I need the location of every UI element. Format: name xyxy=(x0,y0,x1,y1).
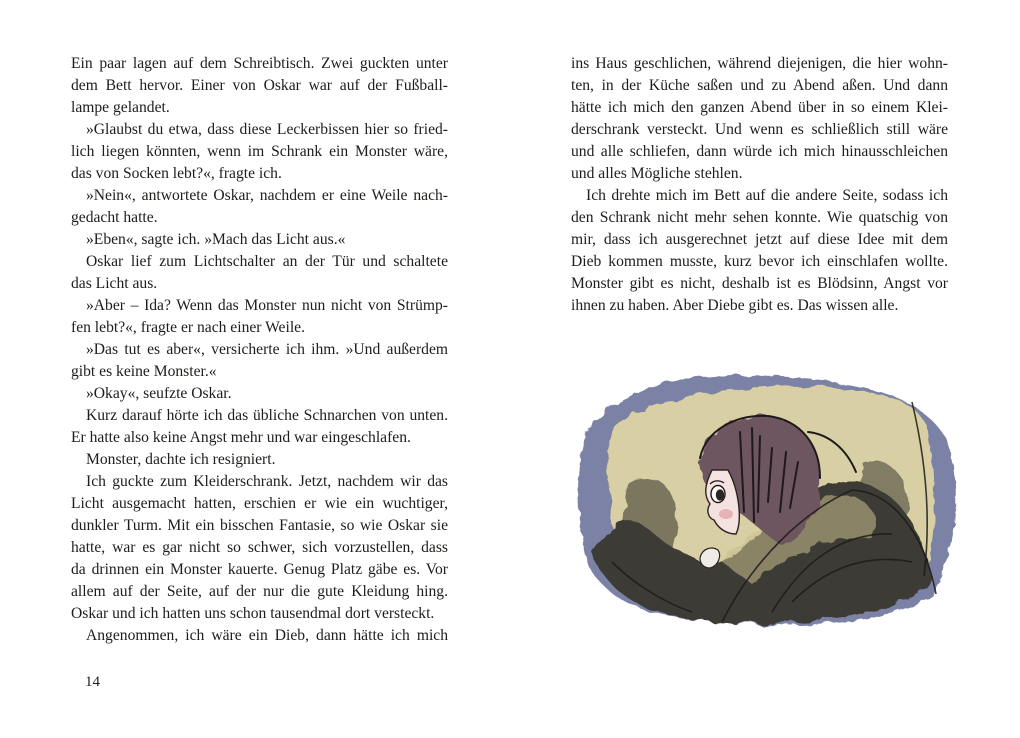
text-line: Er hatte also keine Angst mehr und war eingeschlafen. xyxy=(71,429,411,446)
text-line: »Das tut es aber«, versicherte ich ihm. »Und außerdem xyxy=(86,341,448,358)
text-line: fen lebt?«, fragte er nach einer Weile. xyxy=(71,319,305,336)
cheek-blush xyxy=(719,509,733,519)
text-line: den Schrank nicht mehr sehen konnte. Wie quatschig von xyxy=(571,209,948,226)
text-line: »Okay«, seufzte Oskar. xyxy=(86,385,232,402)
text-line: und alles Mögliche stehlen. xyxy=(571,165,743,182)
text-line: und alle schliefen, dann würde ich mich hinausschleichen xyxy=(571,143,948,160)
text-line: Monster, dachte ich resigniert. xyxy=(86,451,276,468)
text-line: Ich drehte mich im Bett auf die andere Seite, sodass ich xyxy=(586,187,948,204)
text-line: »Eben«, sagte ich. »Mach das Licht aus.« xyxy=(86,231,346,248)
text-line: Licht ausgemacht hatten, erschien er wie ein wuchtiger, xyxy=(71,495,448,512)
text-line: hatte, war es gar nicht so schwer, sich vorzustellen, dass xyxy=(71,539,448,556)
text-line: gibt es keine Monster.« xyxy=(71,363,217,380)
text-line: dunkler Turm. Mit ein bisschen Fantasie, so wie Oskar sie xyxy=(71,517,448,534)
text-line: Kurz darauf hörte ich das übliche Schnarchen von unten. xyxy=(86,407,448,424)
text-line: Dieb kommen musste, kurz bevor ich einschlafen wollte. xyxy=(571,253,948,270)
text-line: ihnen zu haben. Aber Diebe gibt es. Das wissen alle. xyxy=(571,297,899,314)
text-line: Oskar lief zum Lichtschalter an der Tür und schaltete xyxy=(86,253,448,270)
right-text-column xyxy=(571,53,948,317)
text-line: mir, dass ich ausgerechnet jetzt auf diese Idee mit dem xyxy=(571,231,948,248)
girl-in-bed-illustration xyxy=(572,362,962,632)
text-line: gedacht hatte. xyxy=(71,209,158,226)
text-line: das Licht aus. xyxy=(71,275,158,292)
text-line: ins Haus geschlichen, während diejenigen, die hier wohn- xyxy=(571,55,948,72)
text-line: lampe gelandet. xyxy=(71,99,170,116)
text-line: Oskar und ich hatten uns schon tausendmal dort versteckt. xyxy=(71,605,435,622)
text-line: »Nein«, antwortete Oskar, nachdem er eine Weile nach- xyxy=(86,187,448,204)
text-line: derschrank versteckt. Und wenn es schließlich still wäre xyxy=(571,121,948,138)
text-line: da drinnen ein Monster kauerte. Genug Platz gäbe es. Vor xyxy=(71,561,448,578)
illustration-svg xyxy=(572,362,962,632)
text-line: Ein paar lagen auf dem Schreibtisch. Zwei guckten unter xyxy=(71,55,448,72)
text-line: »Glaubst du etwa, dass diese Leckerbissen hier so fried- xyxy=(86,121,448,138)
text-line: Ich guckte zum Kleiderschrank. Jetzt, nachdem wir das xyxy=(86,473,448,490)
text-line: Angenommen, ich wäre ein Dieb, dann hätte ich mich xyxy=(86,627,448,644)
text-line: lich liegen könnten, wenn im Schrank ein Monster wäre, xyxy=(71,143,448,160)
text-line: hätte ich mich den ganzen Abend über in so einem Klei- xyxy=(571,99,948,116)
text-line: das von Socken lebt?«, fragte ich. xyxy=(71,165,282,182)
page-number: 14 xyxy=(85,674,100,690)
text-line: Monster gibt es nicht, deshalb ist es Blödsinn, Angst vor xyxy=(571,275,948,292)
text-line: allem auf der Seite, auf der nur die gute Kleidung hing. xyxy=(71,583,448,600)
left-text-column xyxy=(71,53,448,647)
text-line: »Aber – Ida? Wenn das Monster nun nicht von Strümp- xyxy=(86,297,448,314)
text-line: ten, in der Küche saßen und zu Abend aßen. Und dann xyxy=(571,77,948,94)
text-line: dem Bett hervor. Einer von Oskar war auf der Fußball- xyxy=(71,77,448,94)
